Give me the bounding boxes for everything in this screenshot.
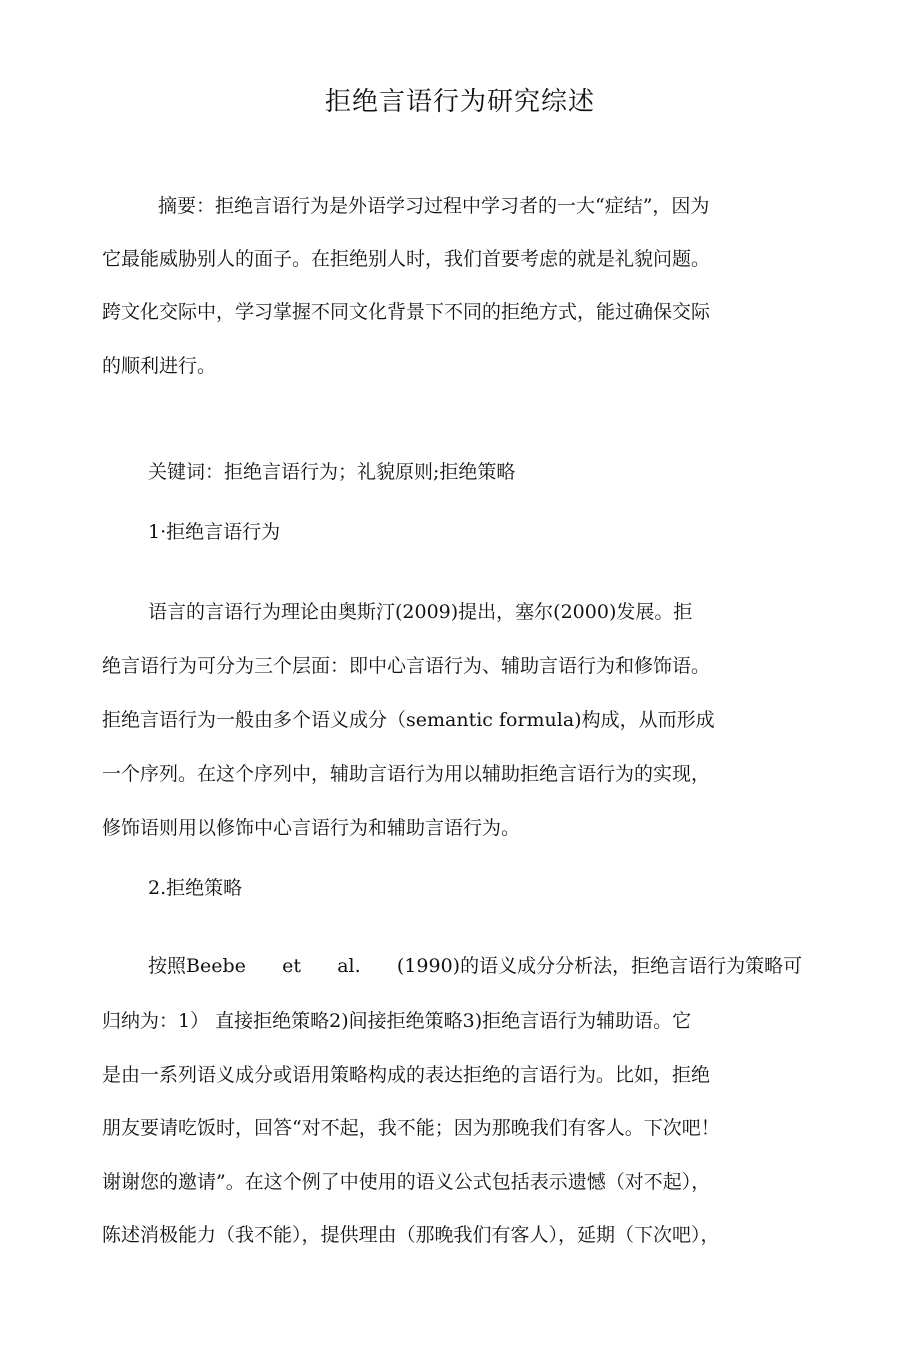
section2-line: 按照Beebe et al. (1990)的语义成分分析法，拒绝言语行为策略可 xyxy=(148,955,803,977)
abstract-line: 摘要：拒绝言语行为是外语学习过程中学习者的一大“症结”，因为 xyxy=(158,195,710,217)
section2-line: 是由一系列语义成分或语用策略构成的表达拒绝的言语行为。比如，拒绝 xyxy=(102,1064,711,1086)
abstract-line: 跨文化交际中，学习掌握不同文化背景下不同的拒绝方式，能过确保交际 xyxy=(102,301,711,323)
abstract-line: 它最能威胁别人的面子。在拒绝别人时，我们首要考虑的就是礼貌问题。 xyxy=(102,248,711,270)
section1-heading: 1·拒绝言语行为 xyxy=(148,521,281,543)
section2-line: 朋友要请吃饭时，回答“对不起，我不能；因为那晚我们有客人。下次吧！ xyxy=(102,1117,720,1139)
section1-line: 修饰语则用以修饰中心言语行为和辅助言语行为。 xyxy=(102,817,521,839)
section1-line: 拒绝言语行为一般由多个语义成分（semantic formula)构成，从而形成 xyxy=(102,709,715,731)
section1-line: 一个序列。在这个序列中，辅助言语行为用以辅助拒绝言语行为的实现， xyxy=(102,763,711,785)
document-title: 拒绝言语行为研究综述 xyxy=(324,87,595,117)
section2-line: 谢谢您的邀请”。在这个例了中使用的语义公式包括表示遗憾（对不起）， xyxy=(102,1171,711,1193)
keywords-line: 关键词：拒绝言语行为；礼貌原则;拒绝策略 xyxy=(148,461,516,483)
section2-line: 归纳为：1） 直接拒绝策略2)间接拒绝策略3)拒绝言语行为辅助语。它 xyxy=(102,1010,692,1032)
section2-heading: 2.拒绝策略 xyxy=(148,877,243,899)
section1-line: 语言的言语行为理论由奥斯汀(2009)提出，塞尔(2000)发展。拒 xyxy=(148,601,693,623)
abstract-line: 的顺利进行。 xyxy=(102,355,217,377)
section2-line: 陈述消极能力（我不能），提供理由（那晚我们有客人），延期（下次吧）， xyxy=(102,1224,720,1246)
section1-line: 绝言语行为可分为三个层面：即中心言语行为、辅助言语行为和修饰语。 xyxy=(102,655,711,677)
